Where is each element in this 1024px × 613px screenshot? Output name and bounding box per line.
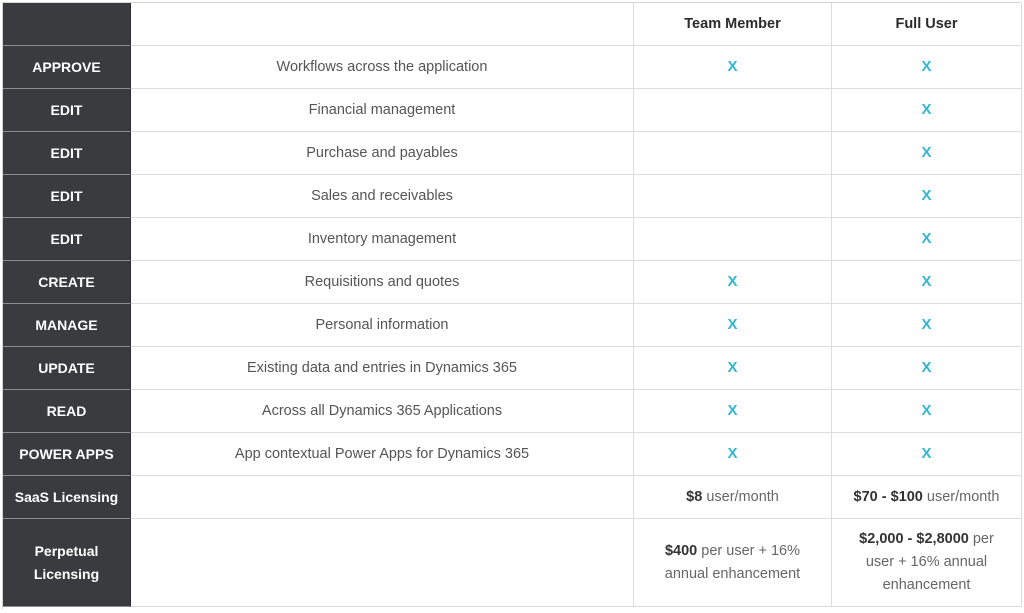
header-team-member: Team Member	[634, 3, 832, 46]
perpetual-team-price-text	[652, 540, 813, 586]
full-user-check: X	[832, 261, 1022, 304]
perpetual-licensing-description	[131, 519, 634, 607]
full-user-check: X	[832, 347, 1022, 390]
team-member-check	[634, 89, 832, 132]
perpetual-team-price-amount: $400	[664, 542, 698, 559]
row-action-label: READ	[3, 390, 131, 433]
row-description: Existing data and entries in Dynamics 365	[131, 347, 634, 390]
perpetual-full-price-amount: $2,000 - $2,8000	[859, 531, 969, 547]
full-user-check: X	[832, 218, 1022, 261]
row-action-label: EDIT	[3, 218, 131, 261]
row-action-label: CREATE	[3, 261, 131, 304]
row-description: Inventory management	[131, 218, 634, 261]
licensing-comparison-table	[2, 2, 1021, 609]
perpetual-team-price-unit: per user + 16% annual enhancement	[664, 542, 801, 582]
row-action-label: EDIT	[3, 132, 131, 175]
team-member-check: X	[634, 347, 832, 390]
team-member-check: X	[634, 46, 832, 89]
row-action-label: APPROVE	[3, 46, 131, 89]
row-action-label: UPDATE	[3, 347, 131, 390]
header-full-user: Full User	[832, 3, 1022, 46]
perpetual-full-price-unit: per user + 16% annual enhancement	[865, 531, 994, 593]
row-description: Sales and receivables	[131, 175, 634, 218]
row-description: App contextual Power Apps for Dynamics 365	[131, 433, 634, 476]
row-description: Personal information	[131, 304, 634, 347]
full-user-check: X	[832, 433, 1022, 476]
full-user-check: X	[832, 304, 1022, 347]
team-member-check: X	[634, 304, 832, 347]
row-action-label: EDIT	[3, 175, 131, 218]
header-feature-cell	[131, 3, 634, 46]
saas-full-price-unit: user/month	[926, 489, 1000, 505]
team-member-check: X	[634, 261, 832, 304]
full-user-check: X	[832, 390, 1022, 433]
team-member-check	[634, 132, 832, 175]
team-member-check: X	[634, 433, 832, 476]
perpetual-licensing-label: Perpetual Licensing	[3, 519, 131, 607]
row-action-label: MANAGE	[3, 304, 131, 347]
saas-team-price-amount: $8	[686, 489, 703, 505]
team-member-check	[634, 218, 832, 261]
perpetual-full-price-text	[850, 528, 1003, 597]
team-member-check: X	[634, 390, 832, 433]
full-user-check: X	[832, 89, 1022, 132]
row-action-label: EDIT	[3, 89, 131, 132]
saas-licensing-label: SaaS Licensing	[3, 476, 131, 519]
saas-full-price-amount: $70 - $100	[853, 489, 923, 505]
row-description: Purchase and payables	[131, 132, 634, 175]
row-description: Across all Dynamics 365 Applications	[131, 390, 634, 433]
saas-team-member-price	[634, 476, 832, 519]
saas-full-user-price	[832, 476, 1022, 519]
full-user-check: X	[832, 46, 1022, 89]
header-corner-cell	[3, 3, 131, 46]
row-action-label: POWER APPS	[3, 433, 131, 476]
row-description: Workflows across the application	[131, 46, 634, 89]
full-user-check: X	[832, 175, 1022, 218]
saas-team-price-unit: user/month	[706, 489, 779, 505]
perpetual-full-user-price	[832, 519, 1022, 607]
perpetual-team-member-price	[634, 519, 832, 607]
saas-licensing-description	[131, 476, 634, 519]
team-member-check	[634, 175, 832, 218]
row-description: Requisitions and quotes	[131, 261, 634, 304]
full-user-check: X	[832, 132, 1022, 175]
row-description: Financial management	[131, 89, 634, 132]
